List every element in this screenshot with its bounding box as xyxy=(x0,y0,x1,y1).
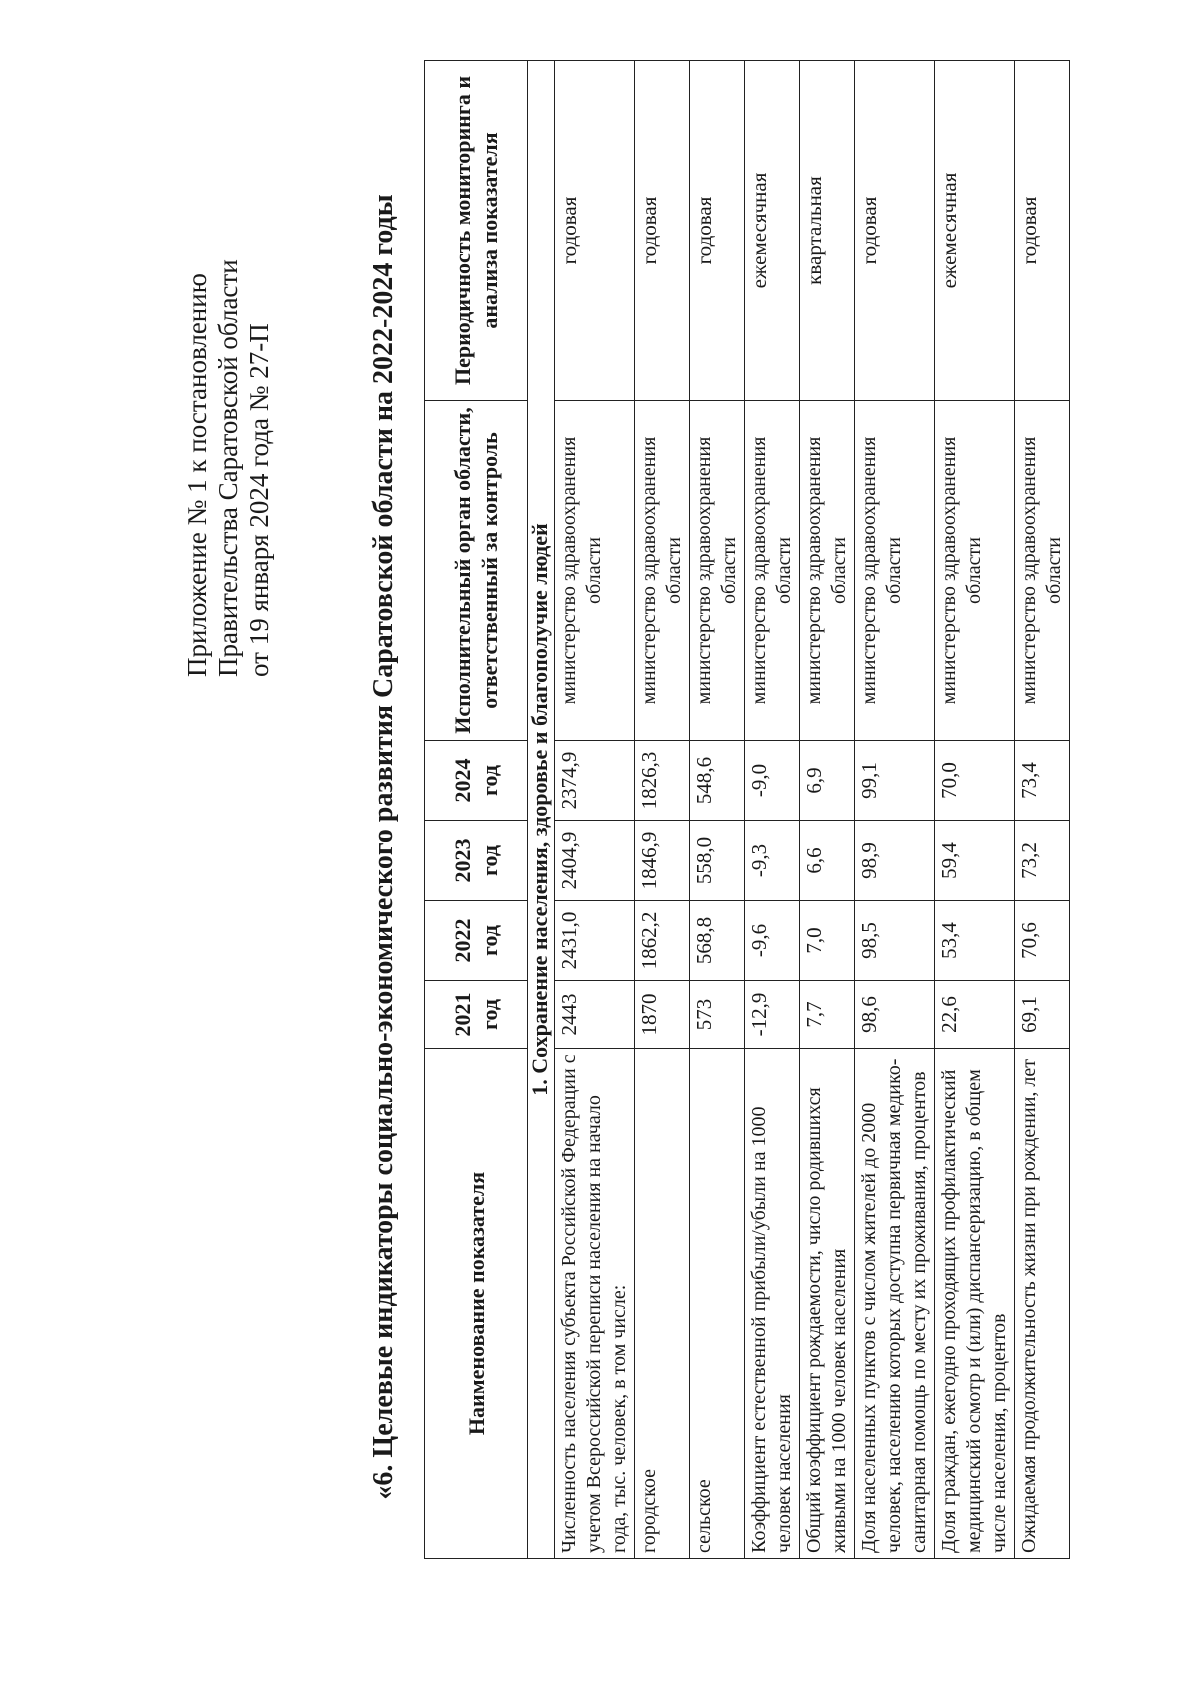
responsible-organ: министерство здравоохранения области xyxy=(800,401,855,741)
indicator-name: городское xyxy=(635,1049,690,1559)
indicator-name: Коэффициент естественной прибыли/убыли на 1000 человек населения xyxy=(745,1049,800,1559)
section-row xyxy=(528,61,555,1559)
value-2023: 73,2 xyxy=(1015,821,1070,901)
table-row xyxy=(1015,61,1070,1559)
indicator-name: Доля граждан, ежегодно проходящих профилактический медицинский осмотр и (или) диспансеризацию, в общем числе населения, процентов xyxy=(935,1049,1015,1559)
header-responsible-organ: Исполнительный орган области, ответственный за контроль xyxy=(425,401,528,741)
value-2022: 98,5 xyxy=(855,901,935,981)
indicators-table xyxy=(424,60,1070,1559)
value-2024: 73,4 xyxy=(1015,741,1070,821)
header-periodicity: Периодичность мониторинга и анализа показателя xyxy=(425,61,528,401)
periodicity: годовая xyxy=(555,61,635,401)
periodicity: годовая xyxy=(635,61,690,401)
periodicity: ежемесячная xyxy=(935,61,1015,401)
value-2022: 7,0 xyxy=(800,901,855,981)
value-2024: 1826,3 xyxy=(635,741,690,821)
table-row xyxy=(555,61,635,1559)
value-2023: 6,6 xyxy=(800,821,855,901)
section-title: 1. Сохранение населения, здоровье и благополучие людей xyxy=(528,61,555,1559)
responsible-organ: министерство здравоохранения области xyxy=(935,401,1015,741)
indicator-name: сельское xyxy=(690,1049,745,1559)
value-2022: 1862,2 xyxy=(635,901,690,981)
table-row xyxy=(745,61,800,1559)
responsible-organ: министерство здравоохранения области xyxy=(690,401,745,741)
responsible-organ: министерство здравоохранения области xyxy=(855,401,935,741)
value-2022: 53,4 xyxy=(935,901,1015,981)
periodicity: годовая xyxy=(855,61,935,401)
header-indicator-name: Наименование показателя xyxy=(425,1049,528,1559)
periodicity: годовая xyxy=(690,61,745,401)
periodicity: квартальная xyxy=(800,61,855,401)
table-row xyxy=(935,61,1015,1559)
header-2021: 2021 год xyxy=(425,981,528,1049)
value-2021: 573 xyxy=(690,981,745,1049)
value-2024: 6,9 xyxy=(800,741,855,821)
value-2022: 2431,0 xyxy=(555,901,635,981)
value-2023: 1846,9 xyxy=(635,821,690,901)
value-2021: 98,6 xyxy=(855,981,935,1049)
value-2024: 99,1 xyxy=(855,741,935,821)
appendix-note xyxy=(182,117,275,677)
header-2022: 2022 год xyxy=(425,901,528,981)
table-row xyxy=(635,61,690,1559)
value-2023: 2404,9 xyxy=(555,821,635,901)
value-2023: 558,0 xyxy=(690,821,745,901)
appendix-line-1: Приложение № 1 к постановлению xyxy=(182,273,212,677)
value-2021: -12,9 xyxy=(745,981,800,1049)
value-2024: 2374,9 xyxy=(555,741,635,821)
periodicity: годовая xyxy=(1015,61,1070,401)
header-2024: 2024 год xyxy=(425,741,528,821)
appendix-line-3: от 19 января 2024 года № 27-П xyxy=(244,323,274,677)
document-title: «6. Целевые индикаторы социально-экономического развития Саратовской области на 2022-2024 годы xyxy=(368,194,399,1500)
table-header-row xyxy=(425,61,528,1559)
value-2021: 1870 xyxy=(635,981,690,1049)
table-row xyxy=(690,61,745,1559)
value-2021: 69,1 xyxy=(1015,981,1070,1049)
responsible-organ: министерство здравоохранения области xyxy=(1015,401,1070,741)
value-2022: -9,6 xyxy=(745,901,800,981)
value-2023: -9,3 xyxy=(745,821,800,901)
value-2023: 98,9 xyxy=(855,821,935,901)
indicator-name: Общий коэффициент рождаемости, число родившихся живыми на 1000 человек населения xyxy=(800,1049,855,1559)
value-2022: 568,8 xyxy=(690,901,745,981)
value-2021: 22,6 xyxy=(935,981,1015,1049)
indicator-name: Доля населенных пунктов с числом жителей до 2000 человек, населению которых доступна первичная медико-санитарная помощь по месту их проживания, процентов xyxy=(855,1049,935,1559)
value-2024: -9,0 xyxy=(745,741,800,821)
periodicity: ежемесячная xyxy=(745,61,800,401)
responsible-organ: министерство здравоохранения области xyxy=(635,401,690,741)
header-2023: 2023 год xyxy=(425,821,528,901)
value-2021: 7,7 xyxy=(800,981,855,1049)
value-2024: 548,6 xyxy=(690,741,745,821)
indicator-name: Ожидаемая продолжительность жизни при рождении, лет xyxy=(1015,1049,1070,1559)
value-2023: 59,4 xyxy=(935,821,1015,901)
responsible-organ: министерство здравоохранения области xyxy=(555,401,635,741)
responsible-organ: министерство здравоохранения области xyxy=(745,401,800,741)
indicator-name: Численность населения субъекта Российской Федерации с учетом Всероссийской переписи населения на начало года, тыс. человек, в том числе: xyxy=(555,1049,635,1559)
appendix-line-2: Правительства Саратовской области xyxy=(213,259,243,677)
table-row xyxy=(800,61,855,1559)
value-2021: 2443 xyxy=(555,981,635,1049)
value-2022: 70,6 xyxy=(1015,901,1070,981)
table-row xyxy=(855,61,935,1559)
value-2024: 70,0 xyxy=(935,741,1015,821)
